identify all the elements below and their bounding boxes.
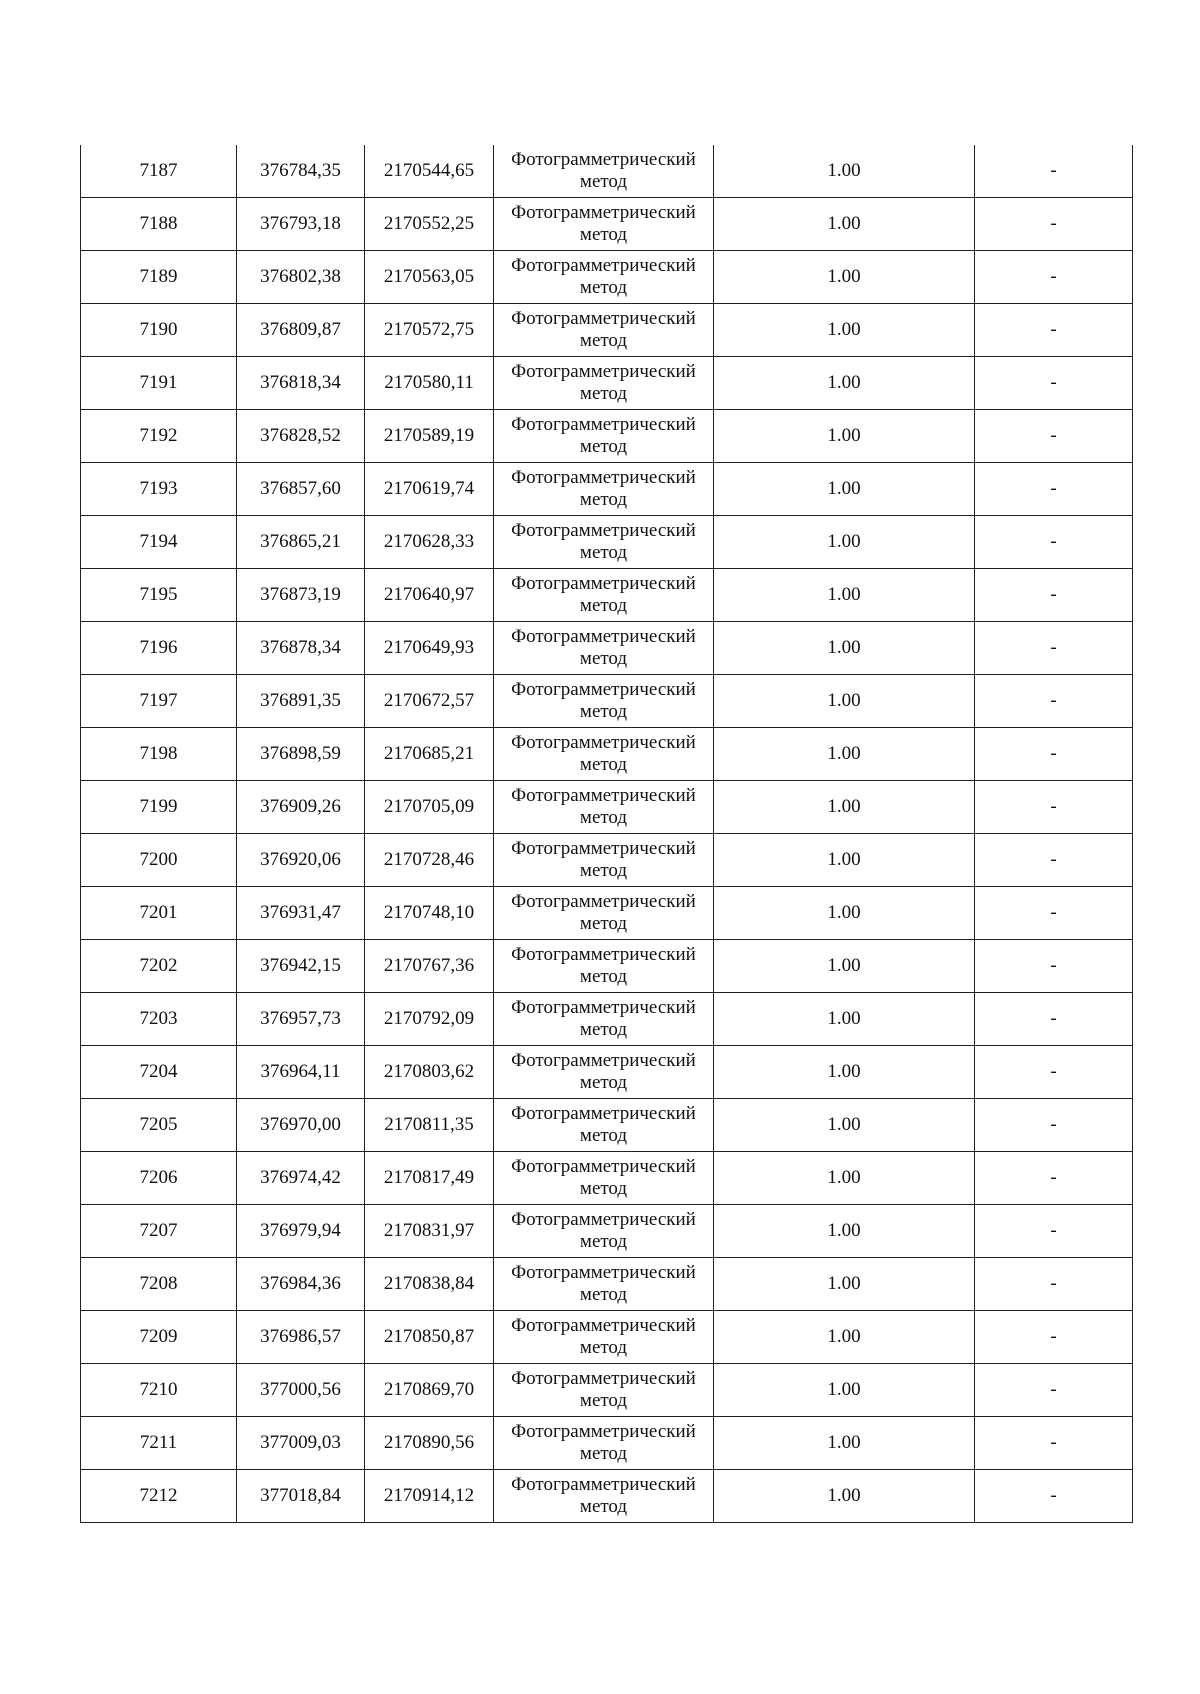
y-coordinate-cell: 2170792,09 <box>365 993 494 1046</box>
method-text-line: Фотограмметрический <box>511 1050 696 1071</box>
method-cell <box>494 145 714 198</box>
method-text-line: Фотограмметрический <box>511 838 696 859</box>
x-coordinate-cell: 376957,73 <box>237 993 365 1046</box>
method-cell <box>494 516 714 569</box>
x-coordinate-cell: 376873,19 <box>237 569 365 622</box>
table-row <box>81 463 1133 516</box>
table-row <box>81 1258 1133 1311</box>
accuracy-cell: 1.00 <box>714 1470 975 1523</box>
y-coordinate-cell: 2170580,11 <box>365 357 494 410</box>
point-number-cell: 7199 <box>81 781 237 834</box>
note-cell: - <box>975 463 1133 516</box>
point-number-cell: 7204 <box>81 1046 237 1099</box>
y-coordinate-cell: 2170869,70 <box>365 1364 494 1417</box>
x-coordinate-cell: 376865,21 <box>237 516 365 569</box>
table-row <box>81 1470 1133 1523</box>
point-number-cell: 7189 <box>81 251 237 304</box>
method-text-line: метод <box>579 330 628 351</box>
table-row <box>81 251 1133 304</box>
note-cell: - <box>975 357 1133 410</box>
y-coordinate-cell: 2170572,75 <box>365 304 494 357</box>
method-cell <box>494 1152 714 1205</box>
point-number-cell: 7197 <box>81 675 237 728</box>
method-text-line: метод <box>579 1284 628 1305</box>
method-text-line: метод <box>579 1337 628 1358</box>
y-coordinate-cell: 2170705,09 <box>365 781 494 834</box>
y-coordinate-cell: 2170850,87 <box>365 1311 494 1364</box>
method-text-line: Фотограмметрический <box>511 785 696 806</box>
point-number-cell: 7212 <box>81 1470 237 1523</box>
y-coordinate-cell: 2170552,25 <box>365 198 494 251</box>
method-cell <box>494 1311 714 1364</box>
method-cell <box>494 569 714 622</box>
note-cell: - <box>975 834 1133 887</box>
note-cell: - <box>975 728 1133 781</box>
note-cell: - <box>975 569 1133 622</box>
x-coordinate-cell: 376793,18 <box>237 198 365 251</box>
x-coordinate-cell: 376964,11 <box>237 1046 365 1099</box>
table-row <box>81 1099 1133 1152</box>
method-text-line: метод <box>579 436 628 457</box>
point-number-cell: 7205 <box>81 1099 237 1152</box>
x-coordinate-cell: 376970,00 <box>237 1099 365 1152</box>
method-text-line: Фотограмметрический <box>511 414 696 435</box>
note-cell: - <box>975 410 1133 463</box>
x-coordinate-cell: 376828,52 <box>237 410 365 463</box>
table-row <box>81 728 1133 781</box>
x-coordinate-cell: 377018,84 <box>237 1470 365 1523</box>
method-text-line: метод <box>579 648 628 669</box>
y-coordinate-cell: 2170628,33 <box>365 516 494 569</box>
method-text-line: Фотограмметрический <box>511 732 696 753</box>
method-text-line: метод <box>579 860 628 881</box>
method-text-line: метод <box>579 277 628 298</box>
accuracy-cell: 1.00 <box>714 251 975 304</box>
note-cell: - <box>975 304 1133 357</box>
method-cell <box>494 1470 714 1523</box>
accuracy-cell: 1.00 <box>714 781 975 834</box>
table-row <box>81 1417 1133 1470</box>
method-text-line: метод <box>579 1178 628 1199</box>
note-cell: - <box>975 1152 1133 1205</box>
accuracy-cell: 1.00 <box>714 940 975 993</box>
note-cell: - <box>975 622 1133 675</box>
method-text-line: Фотограмметрический <box>511 891 696 912</box>
method-text-line: метод <box>579 224 628 245</box>
note-cell: - <box>975 1417 1133 1470</box>
y-coordinate-cell: 2170914,12 <box>365 1470 494 1523</box>
table-row <box>81 569 1133 622</box>
accuracy-cell: 1.00 <box>714 1364 975 1417</box>
x-coordinate-cell: 376878,34 <box>237 622 365 675</box>
y-coordinate-cell: 2170890,56 <box>365 1417 494 1470</box>
method-text-line: метод <box>579 1019 628 1040</box>
point-number-cell: 7190 <box>81 304 237 357</box>
method-text-line: метод <box>579 966 628 987</box>
method-text-line: Фотограмметрический <box>511 308 696 329</box>
point-number-cell: 7209 <box>81 1311 237 1364</box>
table-row <box>81 993 1133 1046</box>
y-coordinate-cell: 2170817,49 <box>365 1152 494 1205</box>
method-cell <box>494 728 714 781</box>
point-number-cell: 7193 <box>81 463 237 516</box>
table-row <box>81 357 1133 410</box>
x-coordinate-cell: 377009,03 <box>237 1417 365 1470</box>
table-row <box>81 145 1133 198</box>
method-text-line: метод <box>579 489 628 510</box>
table-row <box>81 410 1133 463</box>
method-cell <box>494 940 714 993</box>
x-coordinate-cell: 376909,26 <box>237 781 365 834</box>
x-coordinate-cell: 376986,57 <box>237 1311 365 1364</box>
accuracy-cell: 1.00 <box>714 1258 975 1311</box>
method-cell <box>494 1258 714 1311</box>
point-number-cell: 7196 <box>81 622 237 675</box>
accuracy-cell: 1.00 <box>714 1205 975 1258</box>
method-text-line: метод <box>579 807 628 828</box>
point-number-cell: 7191 <box>81 357 237 410</box>
note-cell: - <box>975 251 1133 304</box>
point-number-cell: 7207 <box>81 1205 237 1258</box>
note-cell: - <box>975 887 1133 940</box>
y-coordinate-cell: 2170831,97 <box>365 1205 494 1258</box>
table-row <box>81 1046 1133 1099</box>
method-cell <box>494 251 714 304</box>
y-coordinate-cell: 2170803,62 <box>365 1046 494 1099</box>
x-coordinate-cell: 376784,35 <box>237 145 365 198</box>
point-number-cell: 7192 <box>81 410 237 463</box>
method-cell <box>494 993 714 1046</box>
point-number-cell: 7188 <box>81 198 237 251</box>
method-text-line: метод <box>579 171 628 192</box>
note-cell: - <box>975 516 1133 569</box>
point-number-cell: 7203 <box>81 993 237 1046</box>
table-row <box>81 887 1133 940</box>
x-coordinate-cell: 377000,56 <box>237 1364 365 1417</box>
point-number-cell: 7200 <box>81 834 237 887</box>
method-text-line: Фотограмметрический <box>511 1262 696 1283</box>
table-row <box>81 516 1133 569</box>
method-text-line: метод <box>579 542 628 563</box>
note-cell: - <box>975 1099 1133 1152</box>
method-text-line: Фотограмметрический <box>511 626 696 647</box>
point-number-cell: 7211 <box>81 1417 237 1470</box>
method-text-line: метод <box>579 1231 628 1252</box>
accuracy-cell: 1.00 <box>714 304 975 357</box>
y-coordinate-cell: 2170728,46 <box>365 834 494 887</box>
method-cell <box>494 834 714 887</box>
method-text-line: Фотограмметрический <box>511 149 696 170</box>
method-cell <box>494 198 714 251</box>
accuracy-cell: 1.00 <box>714 675 975 728</box>
accuracy-cell: 1.00 <box>714 993 975 1046</box>
method-cell <box>494 463 714 516</box>
method-text-line: метод <box>579 1496 628 1517</box>
x-coordinate-cell: 376942,15 <box>237 940 365 993</box>
table-row <box>81 781 1133 834</box>
accuracy-cell: 1.00 <box>714 145 975 198</box>
method-cell <box>494 622 714 675</box>
method-text-line: Фотограмметрический <box>511 679 696 700</box>
note-cell: - <box>975 1205 1133 1258</box>
y-coordinate-cell: 2170544,65 <box>365 145 494 198</box>
accuracy-cell: 1.00 <box>714 1417 975 1470</box>
method-text-line: Фотограмметрический <box>511 467 696 488</box>
method-text-line: Фотограмметрический <box>511 1421 696 1442</box>
method-text-line: Фотограмметрический <box>511 202 696 223</box>
note-cell: - <box>975 145 1133 198</box>
table-row <box>81 1205 1133 1258</box>
method-text-line: метод <box>579 754 628 775</box>
method-text-line: Фотограмметрический <box>511 944 696 965</box>
point-number-cell: 7202 <box>81 940 237 993</box>
x-coordinate-cell: 376931,47 <box>237 887 365 940</box>
method-text-line: Фотограмметрический <box>511 1209 696 1230</box>
point-number-cell: 7198 <box>81 728 237 781</box>
table-row <box>81 304 1133 357</box>
y-coordinate-cell: 2170811,35 <box>365 1099 494 1152</box>
accuracy-cell: 1.00 <box>714 1311 975 1364</box>
x-coordinate-cell: 376891,35 <box>237 675 365 728</box>
point-number-cell: 7210 <box>81 1364 237 1417</box>
note-cell: - <box>975 1311 1133 1364</box>
table-row <box>81 622 1133 675</box>
accuracy-cell: 1.00 <box>714 834 975 887</box>
table-row <box>81 675 1133 728</box>
accuracy-cell: 1.00 <box>714 887 975 940</box>
x-coordinate-cell: 376898,59 <box>237 728 365 781</box>
accuracy-cell: 1.00 <box>714 569 975 622</box>
note-cell: - <box>975 781 1133 834</box>
note-cell: - <box>975 1364 1133 1417</box>
table-row <box>81 1152 1133 1205</box>
method-text-line: Фотограмметрический <box>511 520 696 541</box>
x-coordinate-cell: 376920,06 <box>237 834 365 887</box>
table-row <box>81 940 1133 993</box>
note-cell: - <box>975 198 1133 251</box>
method-text-line: метод <box>579 913 628 934</box>
method-text-line: Фотограмметрический <box>511 1315 696 1336</box>
method-text-line: Фотограмметрический <box>511 1368 696 1389</box>
point-number-cell: 7201 <box>81 887 237 940</box>
method-cell <box>494 1417 714 1470</box>
table-row <box>81 198 1133 251</box>
method-cell <box>494 1099 714 1152</box>
method-cell <box>494 887 714 940</box>
x-coordinate-cell: 376979,94 <box>237 1205 365 1258</box>
coordinates-table-body <box>81 145 1133 1523</box>
method-text-line: Фотограмметрический <box>511 1103 696 1124</box>
method-text-line: Фотограмметрический <box>511 361 696 382</box>
note-cell: - <box>975 1258 1133 1311</box>
method-cell <box>494 304 714 357</box>
note-cell: - <box>975 1046 1133 1099</box>
accuracy-cell: 1.00 <box>714 728 975 781</box>
method-text-line: метод <box>579 595 628 616</box>
x-coordinate-cell: 376984,36 <box>237 1258 365 1311</box>
method-text-line: метод <box>579 1125 628 1146</box>
point-number-cell: 7206 <box>81 1152 237 1205</box>
point-number-cell: 7208 <box>81 1258 237 1311</box>
method-cell <box>494 781 714 834</box>
method-text-line: метод <box>579 1390 628 1411</box>
y-coordinate-cell: 2170619,74 <box>365 463 494 516</box>
method-cell <box>494 410 714 463</box>
y-coordinate-cell: 2170589,19 <box>365 410 494 463</box>
method-text-line: метод <box>579 1072 628 1093</box>
x-coordinate-cell: 376974,42 <box>237 1152 365 1205</box>
y-coordinate-cell: 2170649,93 <box>365 622 494 675</box>
accuracy-cell: 1.00 <box>714 410 975 463</box>
x-coordinate-cell: 376818,34 <box>237 357 365 410</box>
y-coordinate-cell: 2170563,05 <box>365 251 494 304</box>
table-row <box>81 834 1133 887</box>
table-row <box>81 1311 1133 1364</box>
y-coordinate-cell: 2170748,10 <box>365 887 494 940</box>
accuracy-cell: 1.00 <box>714 463 975 516</box>
accuracy-cell: 1.00 <box>714 357 975 410</box>
note-cell: - <box>975 1470 1133 1523</box>
method-cell <box>494 675 714 728</box>
accuracy-cell: 1.00 <box>714 198 975 251</box>
x-coordinate-cell: 376809,87 <box>237 304 365 357</box>
method-text-line: Фотограмметрический <box>511 255 696 276</box>
accuracy-cell: 1.00 <box>714 1046 975 1099</box>
accuracy-cell: 1.00 <box>714 622 975 675</box>
method-text-line: метод <box>579 701 628 722</box>
y-coordinate-cell: 2170838,84 <box>365 1258 494 1311</box>
method-cell <box>494 1364 714 1417</box>
point-number-cell: 7187 <box>81 145 237 198</box>
method-text-line: метод <box>579 1443 628 1464</box>
table-row <box>81 1364 1133 1417</box>
coordinates-table <box>80 145 1133 1523</box>
x-coordinate-cell: 376802,38 <box>237 251 365 304</box>
method-text-line: Фотограмметрический <box>511 1474 696 1495</box>
x-coordinate-cell: 376857,60 <box>237 463 365 516</box>
note-cell: - <box>975 993 1133 1046</box>
note-cell: - <box>975 675 1133 728</box>
method-cell <box>494 1046 714 1099</box>
point-number-cell: 7194 <box>81 516 237 569</box>
y-coordinate-cell: 2170640,97 <box>365 569 494 622</box>
method-cell <box>494 357 714 410</box>
y-coordinate-cell: 2170767,36 <box>365 940 494 993</box>
y-coordinate-cell: 2170685,21 <box>365 728 494 781</box>
method-text-line: Фотограмметрический <box>511 997 696 1018</box>
method-text-line: метод <box>579 383 628 404</box>
y-coordinate-cell: 2170672,57 <box>365 675 494 728</box>
note-cell: - <box>975 940 1133 993</box>
point-number-cell: 7195 <box>81 569 237 622</box>
method-cell <box>494 1205 714 1258</box>
accuracy-cell: 1.00 <box>714 516 975 569</box>
accuracy-cell: 1.00 <box>714 1099 975 1152</box>
accuracy-cell: 1.00 <box>714 1152 975 1205</box>
method-text-line: Фотограмметрический <box>511 1156 696 1177</box>
method-text-line: Фотограмметрический <box>511 573 696 594</box>
